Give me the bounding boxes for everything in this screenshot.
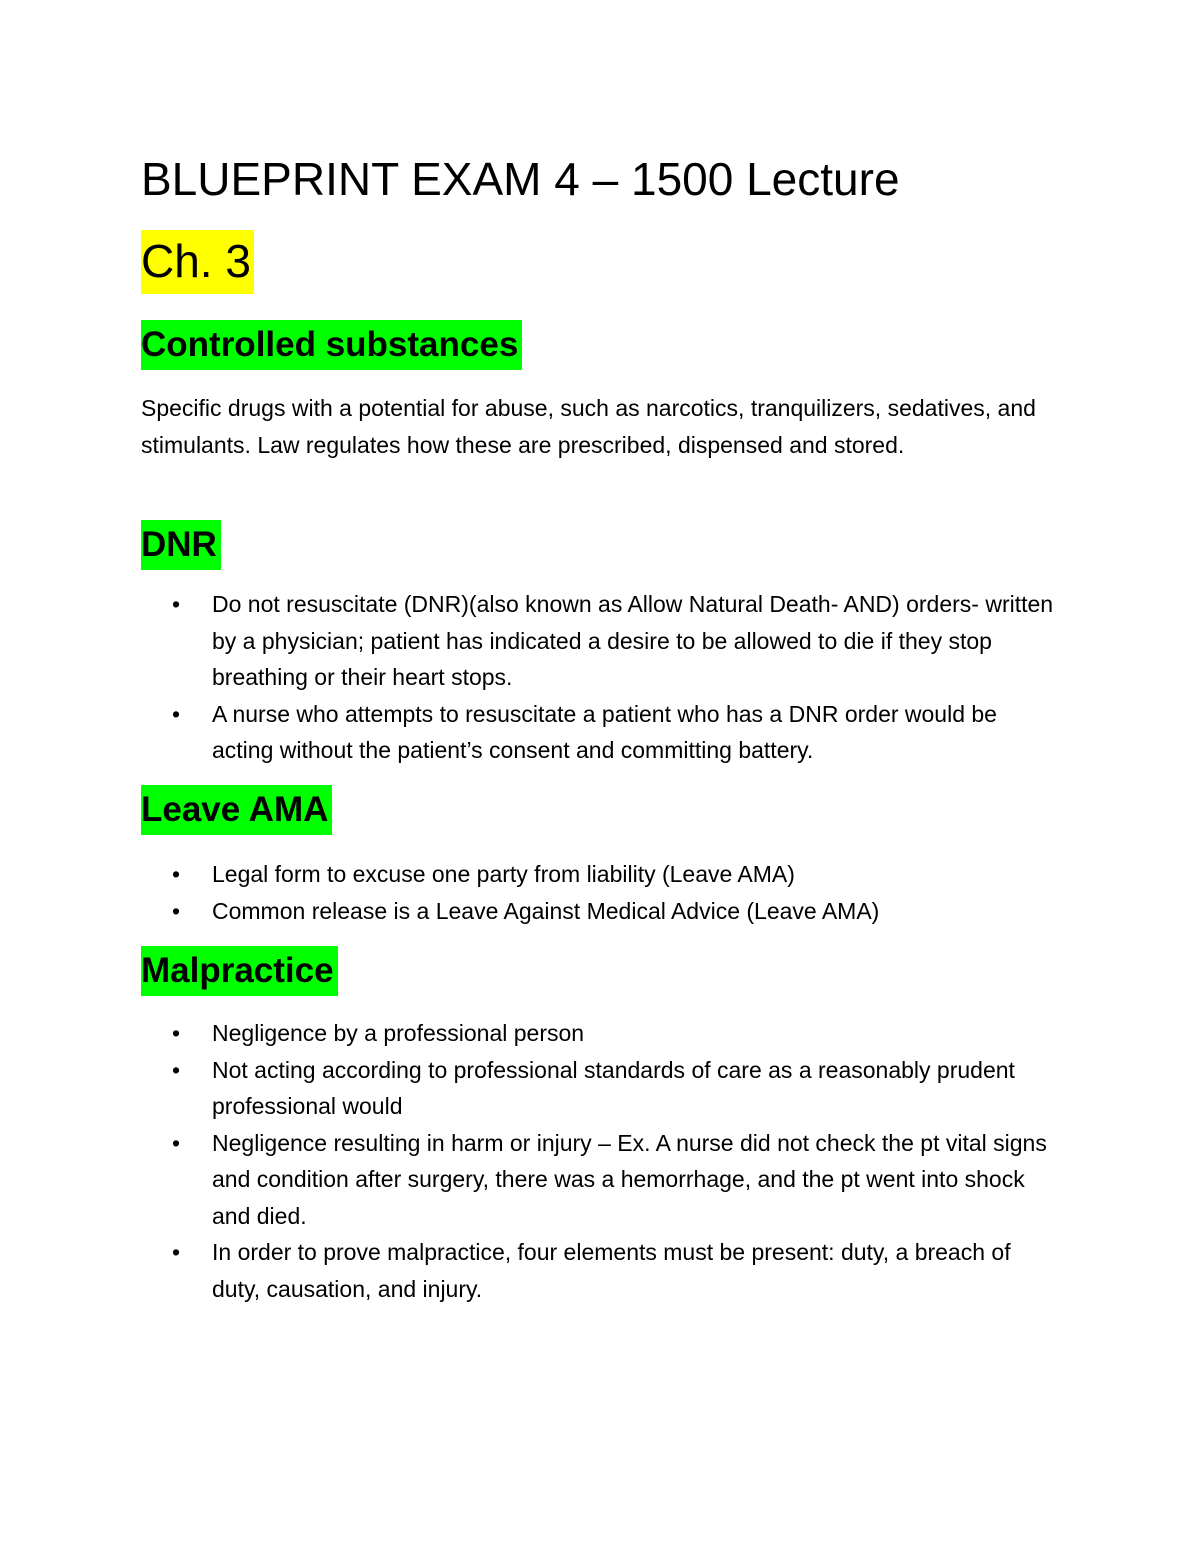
- heading-dnr: DNR: [141, 520, 221, 570]
- controlled-substances-paragraph: Specific drugs with a potential for abuse, such as narcotics, tranquilizers, sedatives, and stimulants. Law regulates how these are prescribed, dispensed and stored.: [141, 395, 1036, 458]
- malpractice-bullet-list: [141, 1015, 1061, 1307]
- bullet-icon: •: [172, 897, 181, 924]
- bullet-icon: •: [172, 861, 181, 887]
- list-item: [141, 1015, 1061, 1052]
- document-title: BLUEPRINT EXAM 4 – 1500 Lecture: [141, 153, 900, 205]
- list-item-text: A nurse who attempts to resuscitate a patient who has a DNR order would be acting without the patient’s consent and committing battery.: [212, 700, 997, 763]
- list-item-text: Not acting according to professional standards of care as a reasonably prudent professional would: [212, 1056, 1015, 1119]
- list-item: [141, 696, 1061, 769]
- list-item-text: Negligence resulting in harm or injury – Ex. A nurse did not check the pt vital signs and condition after surgery, there was a hemorrhage, and the pt went into shock and died.: [212, 1129, 1047, 1229]
- leave-ama-bullet-list: [141, 856, 1061, 929]
- list-item: [141, 1052, 1061, 1125]
- chapter-heading: Ch. 3: [141, 230, 254, 294]
- heading-controlled-substances: Controlled substances: [141, 320, 522, 370]
- bullet-icon: •: [172, 1056, 181, 1083]
- list-item: [141, 856, 1061, 893]
- heading-leave-ama: Leave AMA: [141, 785, 332, 835]
- heading-malpractice: Malpractice: [141, 946, 338, 996]
- bullet-icon: •: [172, 700, 181, 727]
- list-item-text: Legal form to excuse one party from liability (Leave AMA): [212, 861, 795, 887]
- list-item: [141, 586, 1061, 696]
- list-item: [141, 1125, 1061, 1235]
- list-item-text: Negligence by a professional person: [212, 1020, 585, 1046]
- bullet-icon: •: [172, 1129, 181, 1156]
- list-item-text: Do not resuscitate (DNR)(also known as Allow Natural Death- AND) orders- written by a physician; patient has indicated a desire to be allowed to die if they stop breathing or their heart stops.: [212, 591, 1054, 690]
- list-item: [141, 893, 1061, 930]
- list-item-text: Common release is a Leave Against Medical Advice (Leave AMA): [212, 897, 880, 924]
- bullet-icon: •: [172, 1239, 181, 1265]
- list-item: [141, 1234, 1061, 1307]
- list-item-text: In order to prove malpractice, four elements must be present: duty, a breach of duty, causation, and injury.: [212, 1239, 1011, 1302]
- bullet-icon: •: [172, 1020, 181, 1046]
- dnr-bullet-list: [141, 586, 1061, 769]
- bullet-icon: •: [172, 591, 181, 617]
